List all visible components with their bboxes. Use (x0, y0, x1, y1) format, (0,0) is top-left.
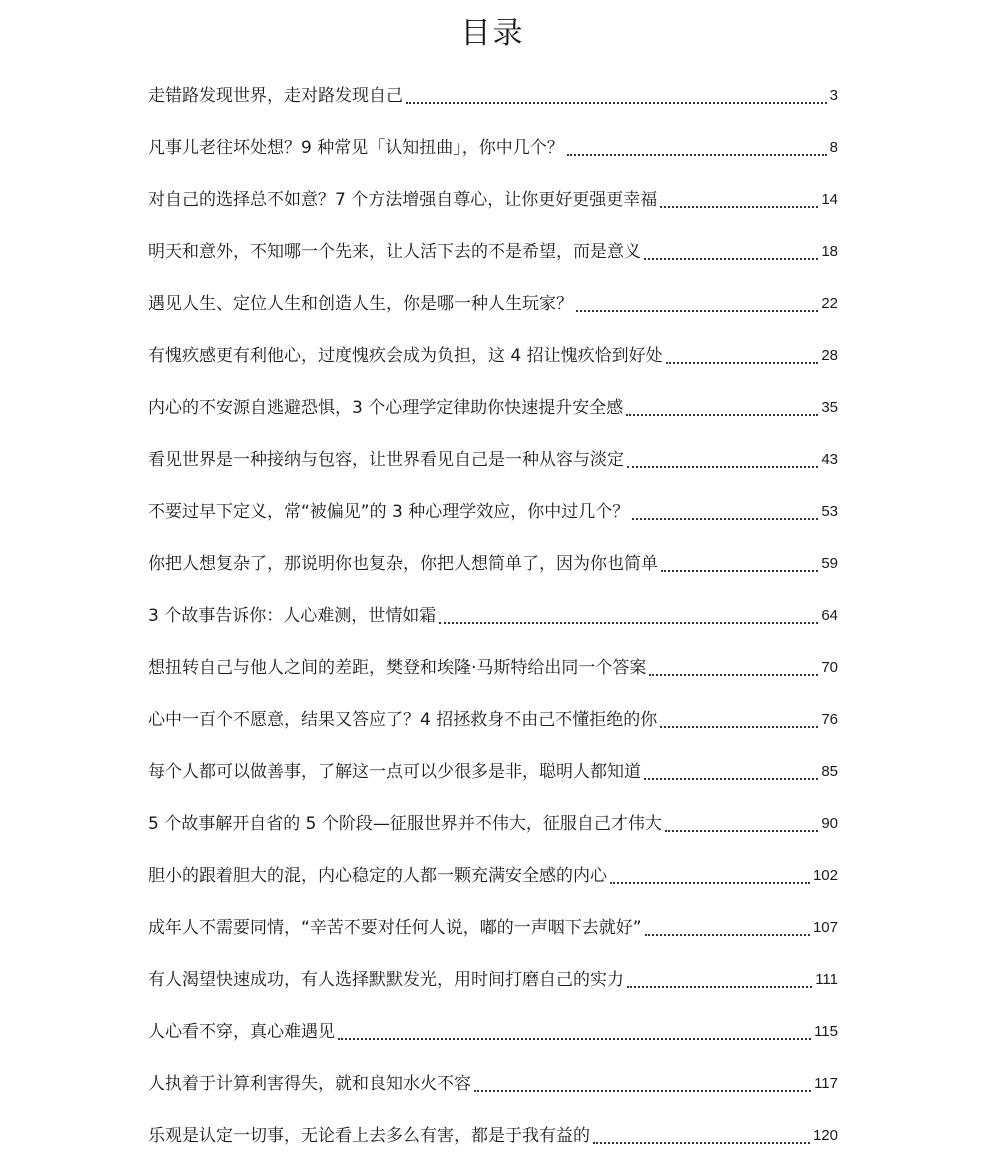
dot-leader (666, 362, 819, 364)
toc-entry[interactable] (148, 326, 838, 378)
toc-page-number: 115 (814, 1023, 838, 1040)
dot-leader (627, 466, 818, 468)
toc-entry-title: 成年人不需要同情，“辛苦不要对任何人说，嘟的一声咽下去就好” (148, 918, 642, 938)
toc-entry-title: 你把人想复杂了，那说明你也复杂，你把人想简单了，因为你也简单 (148, 554, 658, 574)
toc-entry[interactable] (148, 1002, 838, 1054)
dot-leader (626, 414, 818, 416)
toc-entry-title: 对自己的选择总不如意？7 个方法增强自尊心，让你更好更强更幸福 (148, 190, 658, 210)
toc-page-number: 120 (812, 1127, 838, 1144)
dot-leader (593, 1142, 810, 1144)
toc-entry-title: 遇见人生、定位人生和创造人生，你是哪一种人生玩家？ (148, 294, 573, 314)
toc-entry-title: 心中一百个不愿意，结果又答应了？4 招拯救身不由己不懂拒绝的你 (148, 710, 658, 730)
toc-entry[interactable] (148, 430, 838, 482)
toc-entry-title: 有愧疚感更有利他心，过度愧疚会成为负担，这 4 招让愧疚恰到好处 (148, 346, 663, 366)
dot-leader (644, 258, 818, 260)
toc-entry[interactable] (148, 534, 838, 586)
dot-leader (439, 622, 818, 624)
toc-page-number: 53 (821, 503, 838, 520)
toc-page-number: 43 (821, 451, 838, 468)
toc-page-number: 64 (821, 607, 838, 624)
toc-list (148, 66, 838, 1158)
toc-page-number: 35 (821, 399, 838, 416)
dot-leader (406, 102, 827, 104)
toc-entry-title: 人执着于计算利害得失，就和良知水火不容 (148, 1074, 471, 1094)
toc-page-number: 18 (821, 243, 838, 260)
toc-page-number: 59 (821, 555, 838, 572)
toc-page-number: 90 (821, 815, 838, 832)
toc-entry-title: 不要过早下定义，常“被偏见”的 3 种心理学效应，你中过几个？ (148, 502, 630, 522)
toc-entry-title: 人心看不穿，真心难遇见 (148, 1022, 335, 1042)
toc-page-number: 3 (829, 87, 838, 104)
toc-entry-title: 每个人都可以做善事，了解这一点可以少很多是非，聪明人都知道 (148, 762, 641, 782)
dot-leader (576, 310, 818, 312)
toc-entry[interactable] (148, 794, 838, 846)
toc-entry-title: 乐观是认定一切事，无论看上去多么有害，都是于我有益的 (148, 1126, 590, 1146)
toc-page-number: 76 (821, 711, 838, 728)
toc-entry-title: 3 个故事告诉你：人心难测，世情如霜 (148, 606, 437, 626)
toc-entry[interactable] (148, 898, 838, 950)
toc-entry-title: 有人渴望快速成功，有人选择默默发光，用时间打磨自己的实力 (148, 970, 624, 990)
dot-leader (610, 882, 810, 884)
toc-entry-title: 凡事儿老往坏处想？9 种常见「认知扭曲」，你中几个？ (148, 138, 564, 158)
toc-entry-title: 想扭转自己与他人之间的差距，樊登和埃隆·马斯特给出同一个答案 (148, 658, 647, 678)
toc-entry[interactable] (148, 66, 838, 118)
dot-leader (474, 1090, 811, 1092)
toc-page-number: 85 (821, 763, 838, 780)
toc-entry[interactable] (148, 274, 838, 326)
dot-leader (627, 986, 812, 988)
toc-entry-title: 看见世界是一种接纳与包容，让世界看见自己是一种从容与淡定 (148, 450, 624, 470)
toc-entry[interactable] (148, 950, 838, 1002)
dot-leader (567, 154, 827, 156)
toc-entry-title: 走错路发现世界，走对路发现自己 (148, 86, 403, 106)
toc-page-number: 8 (829, 139, 838, 156)
dot-leader (632, 518, 818, 520)
dot-leader (649, 674, 818, 676)
toc-page-number: 107 (812, 919, 838, 936)
dot-leader (645, 934, 810, 936)
toc-page-number: 14 (821, 191, 838, 208)
toc-entry[interactable] (148, 482, 838, 534)
toc-entry-title: 5 个故事解开自省的 5 个阶段—征服世界并不伟大，征服自己才伟大 (148, 814, 662, 834)
toc-page-number: 28 (821, 347, 838, 364)
toc-entry-title: 内心的不安源自逃避恐惧，3 个心理学定律助你快速提升安全感 (148, 398, 624, 418)
toc-entry[interactable] (148, 1054, 838, 1106)
toc-page-number: 22 (821, 295, 838, 312)
toc-entry[interactable] (148, 1106, 838, 1158)
toc-page-number: 102 (812, 867, 838, 884)
dot-leader (644, 778, 818, 780)
toc-page-number: 70 (821, 659, 838, 676)
dot-leader (660, 206, 818, 208)
toc-entry[interactable] (148, 690, 838, 742)
toc-entry[interactable] (148, 846, 838, 898)
page-title: 目录 (460, 16, 525, 51)
toc-entry[interactable] (148, 170, 838, 222)
dot-leader (665, 830, 818, 832)
toc-entry-title: 明天和意外，不知哪一个先来，让人活下去的不是希望，而是意义 (148, 242, 641, 262)
toc-entry[interactable] (148, 586, 838, 638)
toc-entry[interactable] (148, 118, 838, 170)
toc-entry[interactable] (148, 378, 838, 430)
dot-leader (661, 570, 818, 572)
toc-page-number: 117 (814, 1075, 838, 1092)
toc-entry[interactable] (148, 638, 838, 690)
dot-leader (660, 726, 818, 728)
dot-leader (338, 1038, 811, 1040)
toc-entry[interactable] (148, 222, 838, 274)
toc-page-number: 111 (815, 971, 838, 988)
toc-entry-title: 胆小的跟着胆大的混，内心稳定的人都一颗充满安全感的内心 (148, 866, 607, 886)
toc-entry[interactable] (148, 742, 838, 794)
